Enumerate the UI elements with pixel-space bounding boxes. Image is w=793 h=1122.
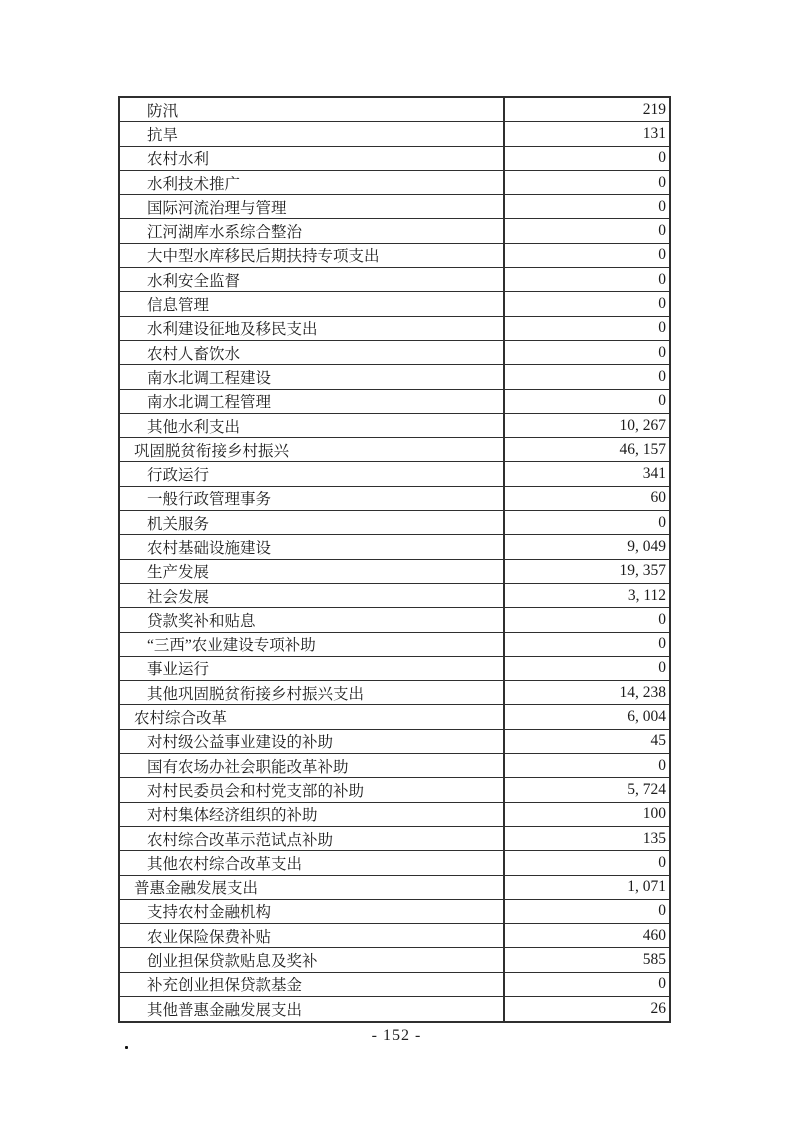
row-category-label: 抗旱 (120, 122, 505, 145)
row-amount-value: 0 (658, 513, 666, 531)
table-row (120, 876, 669, 900)
table-row (120, 317, 669, 341)
row-amount-value: 135 (642, 829, 666, 847)
row-amount-value: 0 (658, 367, 666, 385)
table-row (120, 973, 669, 997)
row-category-label: 生产发展 (120, 560, 505, 583)
table-row (120, 195, 669, 219)
table-row (120, 948, 669, 972)
row-category-label: 一般行政管理事务 (120, 487, 505, 510)
row-category-label: 农村综合改革 (120, 705, 505, 728)
table-row (120, 560, 669, 584)
row-amount-value: 0 (658, 902, 666, 920)
row-category-label: 南水北调工程管理 (120, 390, 505, 413)
row-category-label: 其他水利支出 (120, 414, 505, 437)
table-row (120, 219, 669, 243)
row-amount-value: 0 (658, 173, 666, 191)
row-amount-value: 219 (642, 100, 666, 118)
row-amount-value: 585 (642, 951, 666, 969)
table-row (120, 487, 669, 511)
row-category-label: 普惠金融发展支出 (120, 876, 505, 899)
row-category-label: 农业保险保费补贴 (120, 924, 505, 947)
row-amount-value: 0 (658, 635, 666, 653)
row-amount-value: 0 (658, 270, 666, 288)
row-amount-value: 0 (658, 246, 666, 264)
row-category-label: 农村综合改革示范试点补助 (120, 827, 505, 850)
table-row (120, 390, 669, 414)
row-category-label: 对村民委员会和村党支部的补助 (120, 778, 505, 801)
row-amount-value: 0 (658, 659, 666, 677)
row-category-label: 行政运行 (120, 462, 505, 485)
table-row (120, 924, 669, 948)
row-amount-value: 0 (658, 756, 666, 774)
row-amount-value: 26 (650, 1000, 666, 1018)
row-amount-value: 0 (658, 392, 666, 410)
table-row (120, 462, 669, 486)
row-amount-value: 100 (642, 805, 666, 823)
row-category-label: 巩固脱贫衔接乡村振兴 (120, 438, 505, 461)
row-category-label: 事业运行 (120, 657, 505, 680)
row-amount-value: 9, 049 (627, 537, 666, 555)
table-row (120, 98, 669, 122)
row-category-label: 大中型水库移民后期扶持专项支出 (120, 244, 505, 267)
row-amount-value: 1, 071 (627, 878, 666, 896)
row-amount-value: 46, 157 (619, 440, 666, 458)
row-category-label: 水利技术推广 (120, 171, 505, 194)
row-amount-value: 3, 112 (627, 586, 666, 604)
row-category-label: 贷款奖补和贴息 (120, 608, 505, 631)
page-number: - 152 - (371, 1027, 422, 1044)
row-category-label: 信息管理 (120, 292, 505, 315)
row-amount-value: 0 (658, 610, 666, 628)
row-category-label: 补充创业担保贷款基金 (120, 973, 505, 996)
table-row (120, 657, 669, 681)
row-amount-value: 0 (658, 343, 666, 361)
row-category-label: 对村集体经济组织的补助 (120, 803, 505, 826)
table-row (120, 584, 669, 608)
table-row (120, 997, 669, 1021)
row-category-label: 对村级公益事业建设的补助 (120, 730, 505, 753)
row-category-label: 国有农场办社会职能改革补助 (120, 754, 505, 777)
row-amount-value: 0 (658, 197, 666, 215)
budget-table (118, 96, 671, 1023)
row-amount-value: 6, 004 (627, 708, 666, 726)
row-category-label: 农村人畜饮水 (120, 341, 505, 364)
table-row (120, 608, 669, 632)
table-row (120, 730, 669, 754)
table-row (120, 633, 669, 657)
table-row (120, 292, 669, 316)
table-row (120, 365, 669, 389)
table-row (120, 341, 669, 365)
row-amount-value: 5, 724 (627, 780, 666, 798)
row-amount-value: 19, 357 (619, 562, 666, 580)
row-category-label: 国际河流治理与管理 (120, 195, 505, 218)
table-row (120, 268, 669, 292)
table-row (120, 535, 669, 559)
row-amount-value: 0 (658, 149, 666, 167)
table-row (120, 171, 669, 195)
row-category-label: 水利建设征地及移民支出 (120, 317, 505, 340)
row-category-label: 支持农村金融机构 (120, 900, 505, 923)
row-category-label: 社会发展 (120, 584, 505, 607)
table-row (120, 851, 669, 875)
table-row (120, 122, 669, 146)
table-row (120, 147, 669, 171)
row-amount-value: 45 (650, 732, 666, 750)
row-amount-value: 460 (642, 926, 666, 944)
table-row (120, 900, 669, 924)
ink-speck (125, 1046, 128, 1049)
row-category-label: 南水北调工程建设 (120, 365, 505, 388)
row-category-label: 江河湖库水系综合整治 (120, 219, 505, 242)
row-amount-value: 131 (642, 124, 666, 142)
table-row (120, 244, 669, 268)
row-category-label: 水利安全监督 (120, 268, 505, 291)
table-row (120, 414, 669, 438)
row-amount-value: 0 (658, 975, 666, 993)
row-amount-value: 14, 238 (619, 683, 666, 701)
table-row (120, 681, 669, 705)
table-row (120, 438, 669, 462)
row-amount-value: 0 (658, 853, 666, 871)
table-row (120, 754, 669, 778)
row-category-label: 其他巩固脱贫衔接乡村振兴支出 (120, 681, 505, 704)
row-category-label: 农村基础设施建设 (120, 535, 505, 558)
row-category-label: 其他普惠金融发展支出 (120, 997, 505, 1021)
row-amount-value: 60 (650, 489, 666, 507)
row-category-label: 机关服务 (120, 511, 505, 534)
row-category-label: 农村水利 (120, 147, 505, 170)
row-amount-value: 0 (658, 319, 666, 337)
table-row (120, 705, 669, 729)
row-category-label: 创业担保贷款贴息及奖补 (120, 948, 505, 971)
row-amount-value: 0 (658, 222, 666, 240)
table-row (120, 511, 669, 535)
row-category-label: “三西”农业建设专项补助 (120, 633, 505, 656)
row-amount-value: 0 (658, 295, 666, 313)
row-category-label: 防汛 (120, 98, 505, 121)
table-row (120, 827, 669, 851)
row-category-label: 其他农村综合改革支出 (120, 851, 505, 874)
row-amount-value: 341 (642, 465, 666, 483)
table-row (120, 803, 669, 827)
table-row (120, 778, 669, 802)
row-amount-value: 10, 267 (619, 416, 666, 434)
